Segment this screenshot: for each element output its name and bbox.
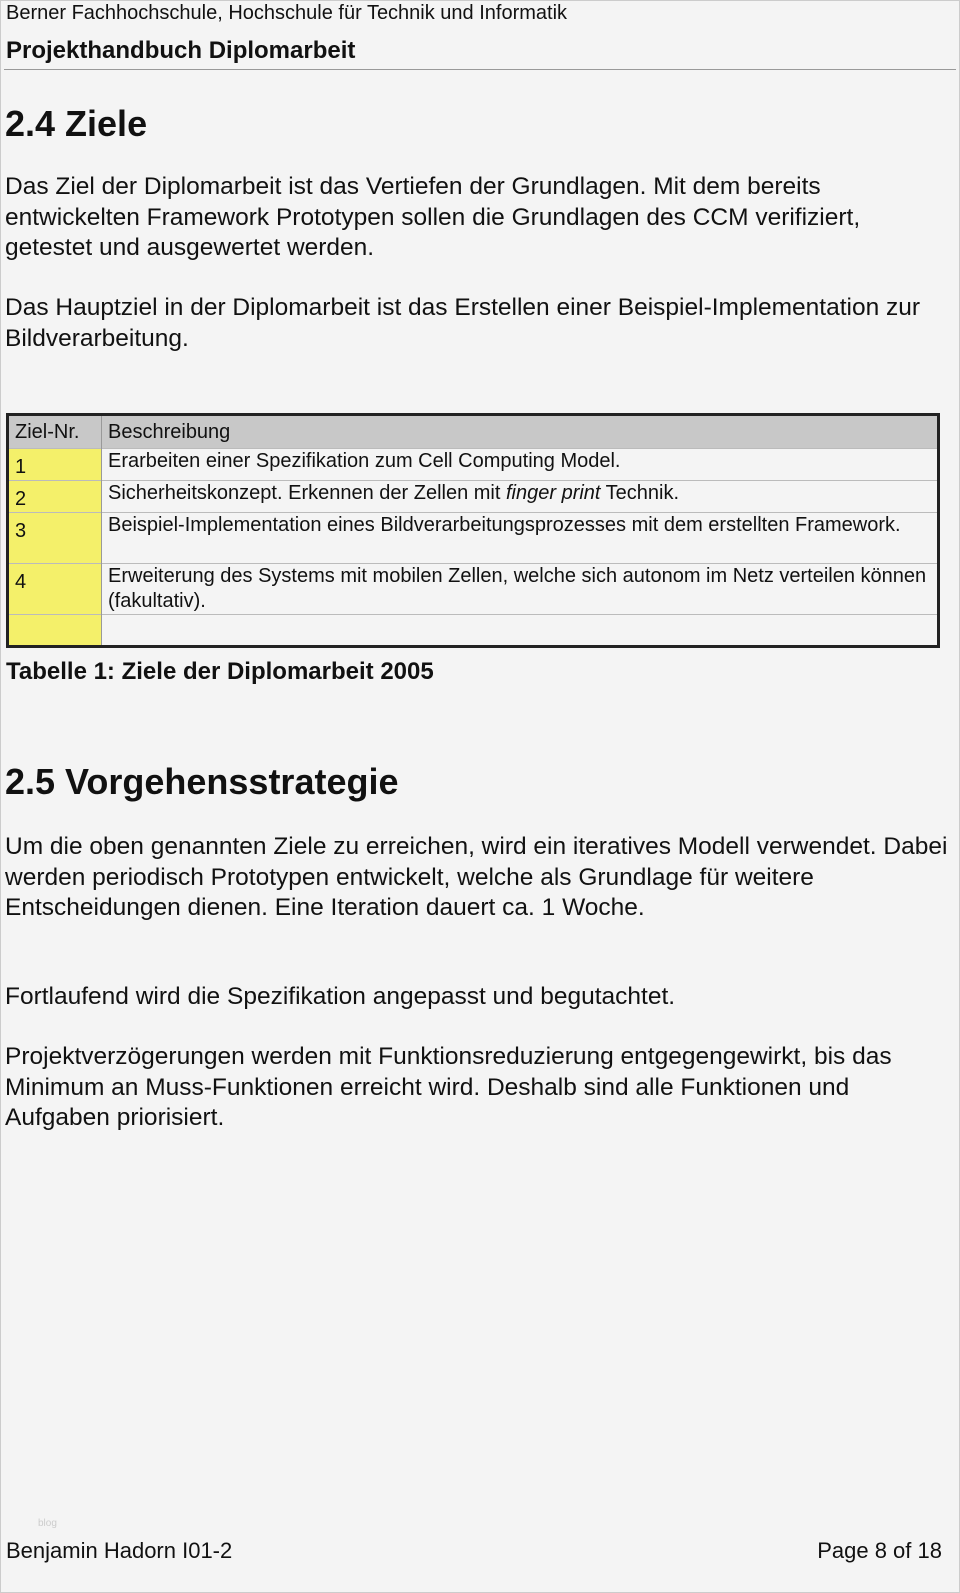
footer-author: Benjamin Hadorn I01-2	[6, 1538, 233, 1563]
table-row	[8, 513, 939, 564]
goal-nr: 3	[8, 513, 102, 564]
section-heading-vorgehensstrategie: 2.5 Vorgehensstrategie	[5, 761, 399, 802]
watermark: blog	[38, 1518, 57, 1529]
goal-nr: 1	[8, 449, 102, 481]
column-header-nr: Ziel-Nr.	[8, 415, 102, 449]
paragraph: Fortlaufend wird die Spezifikation angepasst und begutachtet.	[5, 983, 676, 1010]
table-caption: Tabelle 1: Ziele der Diplomarbeit 2005	[6, 658, 434, 685]
goal-description: Beispiel-Implementation eines Bildverarbeitungsprozesses mit dem erstellten Framework.	[102, 513, 939, 564]
section-heading-ziele: 2.4 Ziele	[5, 103, 148, 144]
goal-description: Sicherheitskonzept. Erkennen der Zellen mit finger print Technik.	[102, 481, 939, 513]
table-row	[8, 564, 939, 615]
footer-page-number: Page 8 of 18	[817, 1538, 942, 1563]
paragraph: Projektverzögerungen werden mit Funktionsreduzierung entgegengewirkt, bis das Minimum an Muss-Funktionen erreicht wird. Deshalb sind alle Funktionen und Aufgaben priorisiert.	[5, 1043, 892, 1131]
paragraph: Um die oben genannten Ziele zu erreichen, wird ein iteratives Modell verwendet. Dabei werden periodisch Prototypen entwickelt, welche als Grundlage für weitere Entscheidungen dienen. Eine Iteration dauert ca. 1 Woche.	[5, 833, 948, 921]
header-institution: Berner Fachhochschule, Hochschule für Technik und Informatik	[6, 2, 568, 24]
table-header-row	[8, 415, 939, 449]
table-row	[8, 449, 939, 481]
goal-description: Erarbeiten einer Spezifikation zum Cell Computing Model.	[102, 449, 939, 481]
goal-nr: 2	[8, 481, 102, 513]
header-divider	[4, 69, 956, 70]
goal-description: Erweiterung des Systems mit mobilen Zellen, welche sich autonom im Netz verteilen können (fakultativ).	[102, 564, 939, 615]
paragraph: Das Hauptziel in der Diplomarbeit ist das Erstellen einer Beispiel-Implementation zur Bildverarbeitung.	[5, 294, 921, 352]
column-header-beschreibung: Beschreibung	[102, 415, 939, 449]
empty-cell	[102, 615, 939, 647]
empty-cell	[8, 615, 102, 647]
header-title: Projekthandbuch Diplomarbeit	[6, 37, 356, 64]
paragraph: Das Ziel der Diplomarbeit ist das Vertiefen der Grundlagen. Mit dem bereits entwickelten Framework Prototypen sollen die Grundlagen des CCM verifiziert, getestet und ausgewertet werden.	[5, 173, 861, 261]
table-row	[8, 481, 939, 513]
goals-table	[6, 413, 940, 648]
table-row-empty	[8, 615, 939, 647]
goal-nr: 4	[8, 564, 102, 615]
